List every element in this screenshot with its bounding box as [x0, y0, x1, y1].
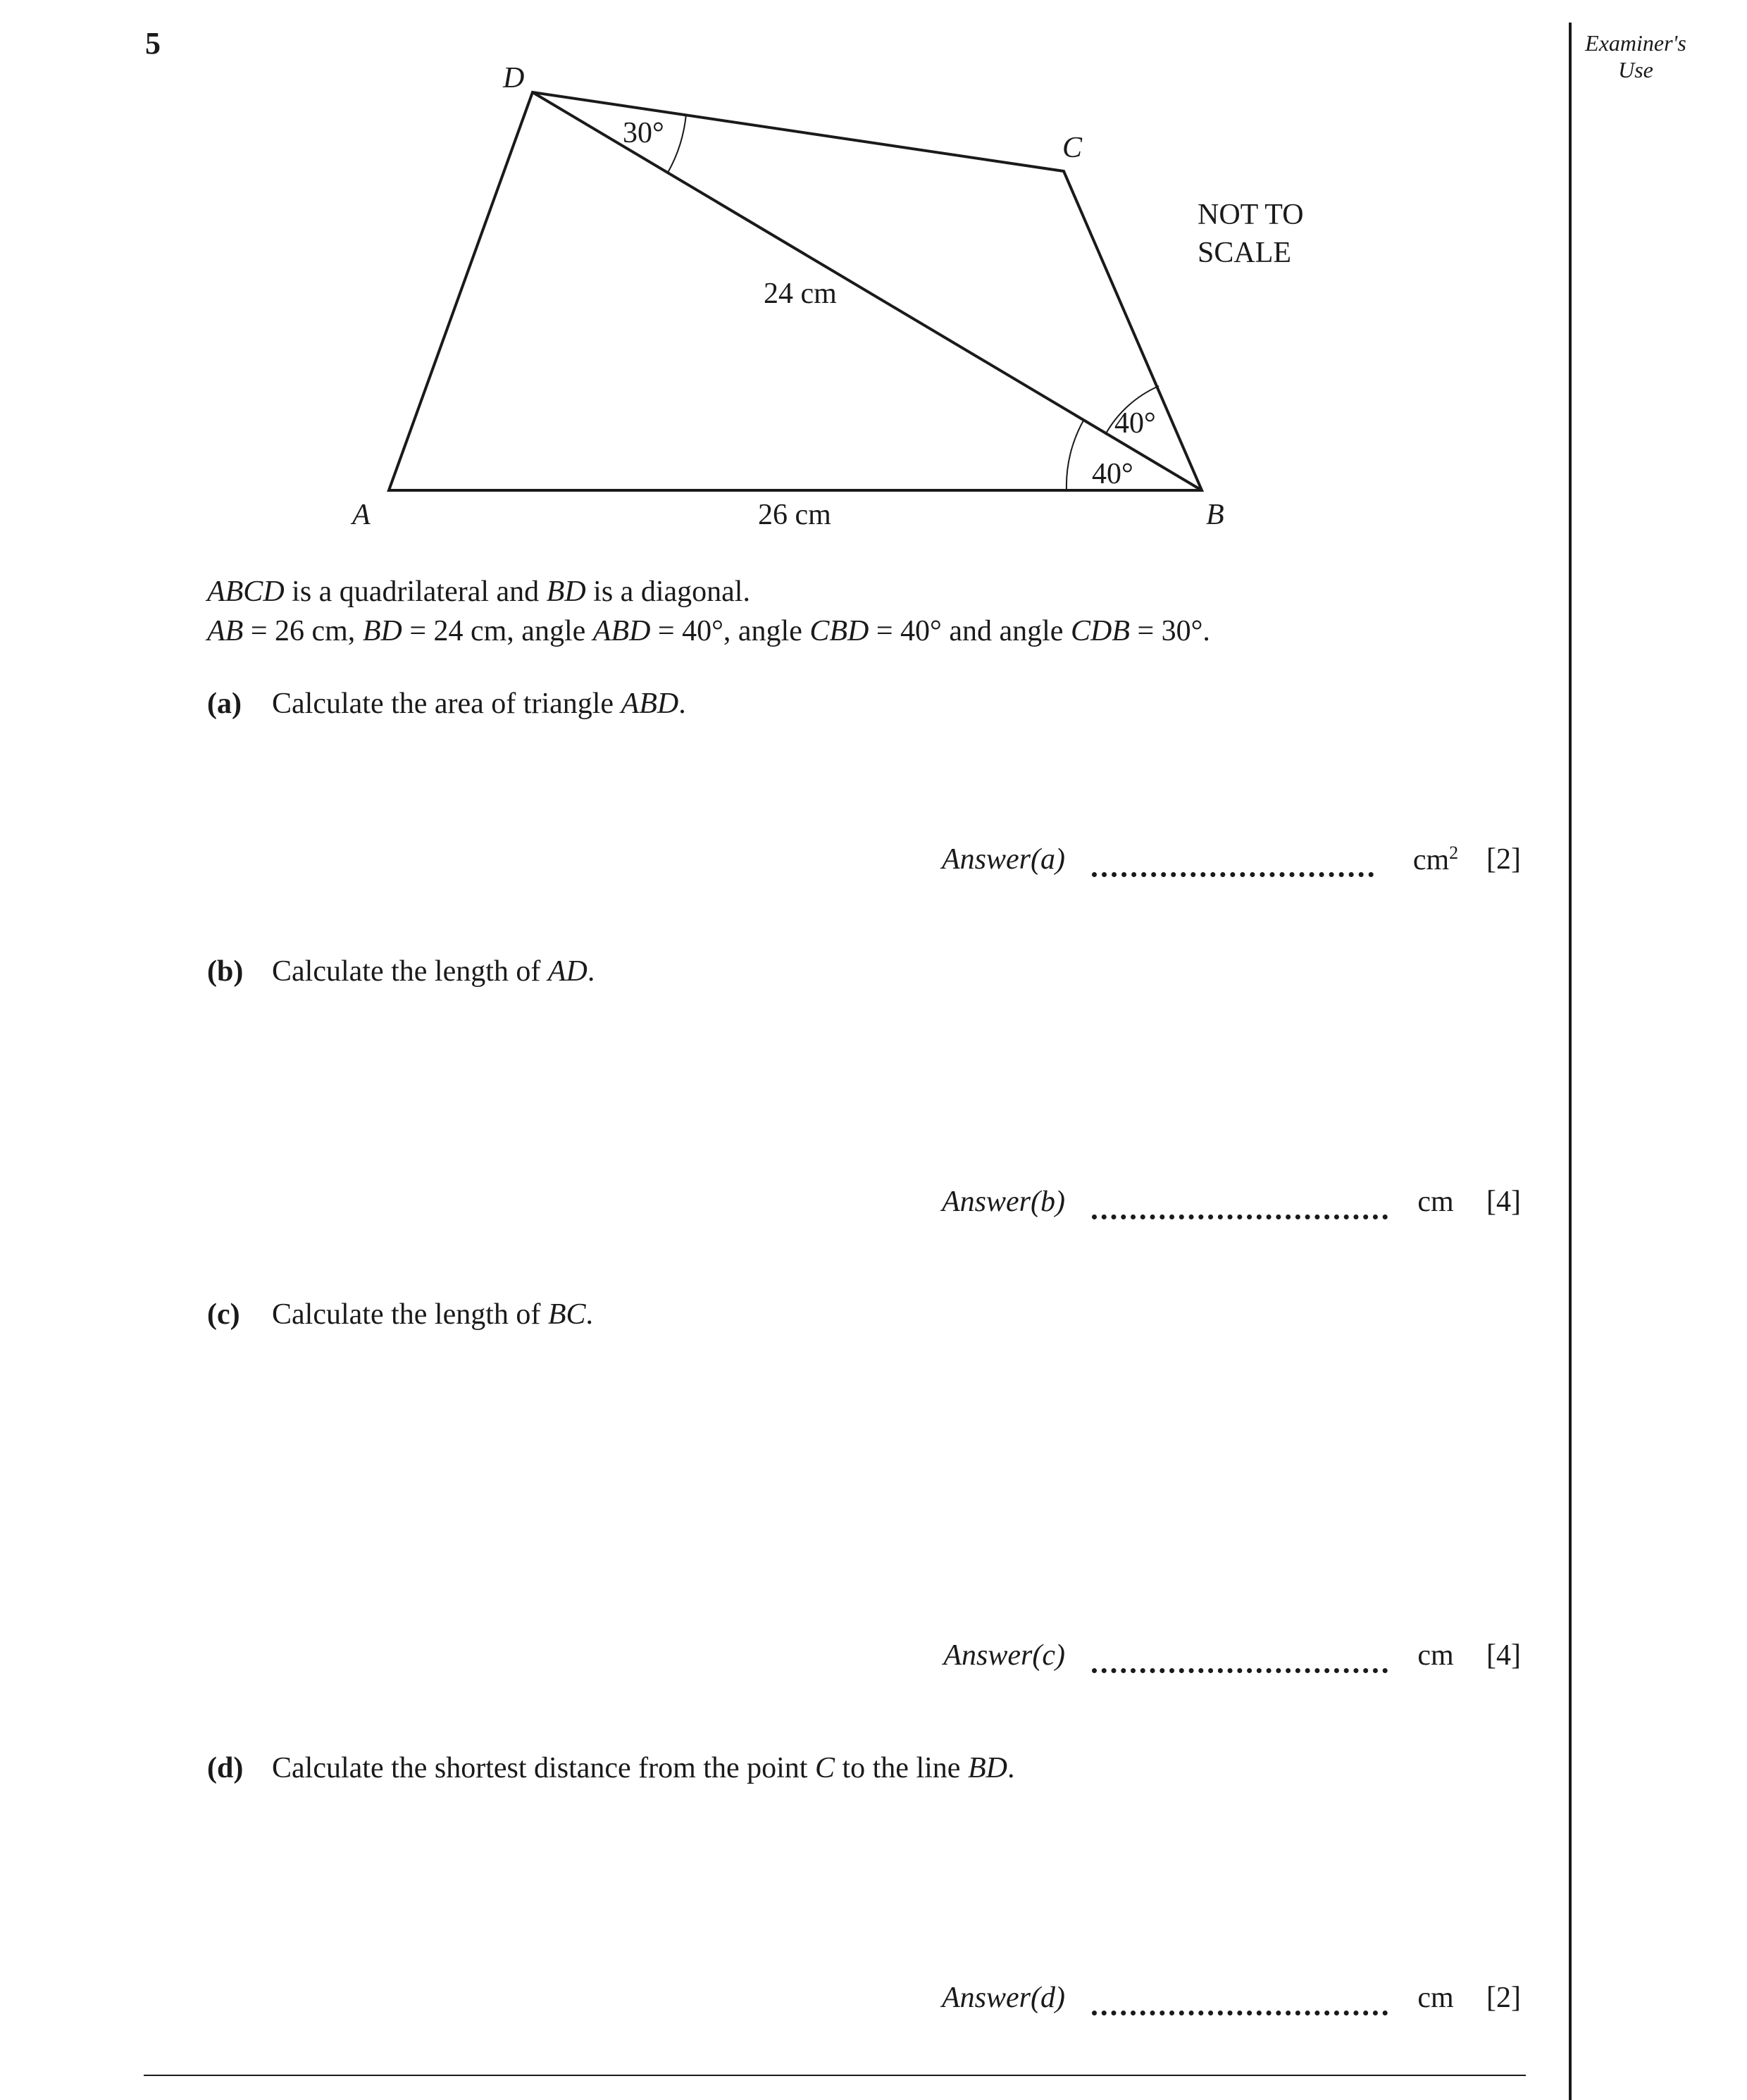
answer-a-field[interactable] [1092, 844, 1374, 877]
part-c-text: Calculate the length of BC. [272, 1298, 594, 1331]
part-c-label: (c) [207, 1298, 240, 1331]
angle-label-dbc: 40° [1114, 407, 1156, 440]
part-d-text: Calculate the shortest distance from the point C to the line BD. [272, 1752, 1015, 1784]
answer-c-marks: [4] [1486, 1639, 1521, 1672]
angle-arc-abd [1067, 421, 1083, 490]
answer-c-field[interactable] [1092, 1640, 1388, 1673]
answer-b-field[interactable] [1092, 1186, 1388, 1219]
stem-line-1: ABCD is a quadrilateral and BD is a diagonal. [207, 576, 750, 608]
vertex-label-d: D [503, 62, 525, 94]
answer-a-unit: $cm^2$ [1412, 843, 1459, 876]
length-label-ab: 26 cm [758, 499, 831, 531]
part-a-text: Calculate the area of triangle ABD. [272, 688, 686, 720]
page-bottom-rule [144, 2075, 1526, 2076]
vertex-label-b: B [1206, 499, 1224, 531]
part-a-question [207, 687, 686, 721]
not-to-scale-line1: NOT TO [1198, 199, 1304, 231]
answer-d-marks: [2] [1486, 1982, 1521, 2014]
answer-b-marks: [4] [1486, 1186, 1521, 1218]
part-a-label: (a) [207, 688, 242, 720]
length-label-bd: 24 cm [764, 278, 837, 310]
part-b-question [207, 955, 595, 988]
part-d-question [207, 1751, 1014, 1785]
answer-d-label: Answer(d) [942, 1982, 1065, 2014]
stem-line-2: AB = 26 cm, BD = 24 cm, angle ABD = 40°, angle CBD = 40° and angle CDB = 30°. [207, 615, 1210, 647]
part-b-text: Calculate the length of AD. [272, 955, 595, 988]
diagonal-bd [533, 92, 1202, 490]
examiners-use-label: Examiner's Use [1585, 30, 1686, 82]
quadrilateral-diagram [0, 0, 1747, 549]
angle-label-d: 30° [623, 117, 664, 149]
angle-label-abd: 40° [1092, 458, 1133, 490]
part-b-label: (b) [207, 955, 244, 988]
part-d-label: (d) [207, 1752, 244, 1784]
not-to-scale-line2: SCALE [1198, 237, 1292, 269]
part-c-question [207, 1298, 593, 1331]
answer-d-unit: cm [1417, 1982, 1454, 2014]
answer-b-label: Answer(b) [942, 1186, 1065, 1218]
angle-arc-d [668, 114, 686, 173]
vertex-label-c: C [1062, 132, 1083, 164]
answer-a-marks: [2] [1486, 843, 1521, 876]
answer-d-field[interactable] [1092, 1982, 1388, 2015]
answer-a-label: Answer(a) [942, 843, 1065, 876]
answer-c-label: Answer(c) [943, 1639, 1065, 1672]
answer-b-unit: cm [1417, 1186, 1454, 1218]
vertex-label-a: A [352, 499, 371, 531]
answer-c-unit: cm [1417, 1639, 1454, 1672]
question-number: 5 [145, 26, 161, 61]
question-stem [207, 572, 1210, 651]
